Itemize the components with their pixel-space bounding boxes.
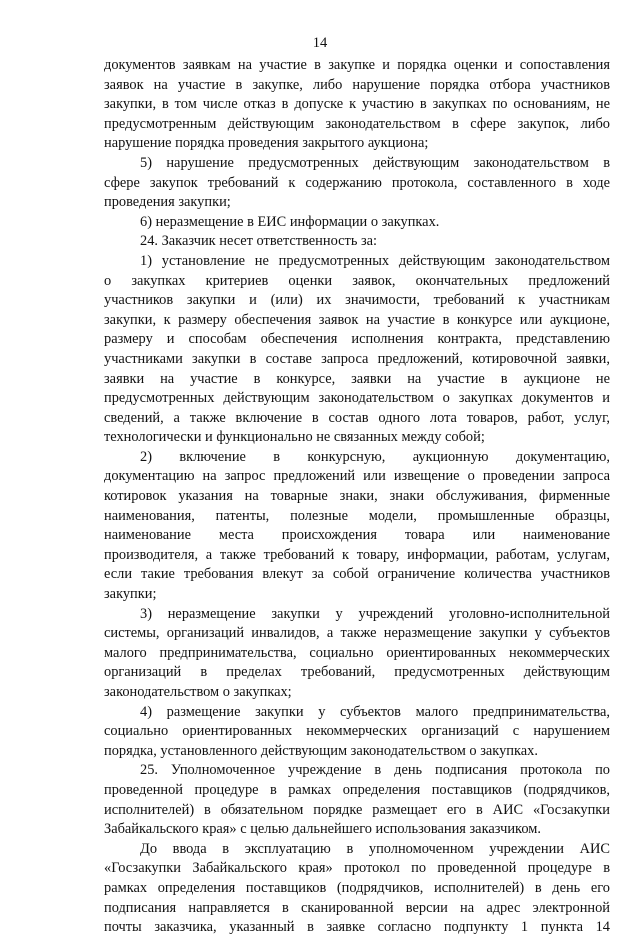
text-line: 25. Уполномоченное учреждение в день подписания протокола по: [140, 762, 610, 779]
text-line: 6) неразмещение в ЕИС информации о закупках.: [140, 213, 440, 230]
text-line: производителя, а также требований к товару, информации, работам, услугам,: [104, 546, 610, 563]
text-line: Забайкальского края» с целью дальнейшего использования заказчиком.: [104, 821, 541, 838]
text-line: организаций в пределах требований, предусмотренных действующим: [104, 664, 610, 681]
text-line: 4) размещение закупки у субъектов малого предпринимательства,: [140, 703, 610, 720]
text-line: если такие требования влекут за собой ограничение количества участников: [104, 566, 610, 583]
text-line: наименование места происхождения товара или наименование: [104, 527, 610, 544]
document-body: [104, 56, 610, 938]
text-line: порядка, установленного действующим законодательством о закупках.: [104, 742, 538, 759]
text-line: предусмотренным действующим законодательством в сфере закупок, либо: [104, 115, 610, 132]
text-line: размеру и способам обеспечения исполнения контракта, представлению: [104, 331, 610, 348]
text-line: нарушение порядка проведения закрытого аукциона;: [104, 135, 429, 152]
text-line: малого предпринимательства, социально ориентированных некоммерческих: [104, 644, 610, 661]
text-line: заявок на участие в закупке, либо нарушение порядка отбора участников: [104, 76, 610, 93]
text-line: 5) нарушение предусмотренных действующим законодательством в: [140, 154, 610, 171]
text-line: 3) неразмещение закупки у учреждений уголовно-исполнительной: [140, 605, 610, 622]
text-line: подписания направляется в сканированной версии на адрес электронной: [104, 899, 610, 916]
text-line: системы, организаций инвалидов, а также неразмещение закупки у субъектов: [104, 625, 610, 642]
text-line: закупки;: [104, 586, 157, 603]
text-line: участниками закупки в составе запроса предложений, котировочной заявки,: [104, 350, 610, 367]
text-line: «Госзакупки Забайкальского края» протокол по проведенной процедуре в: [104, 860, 610, 877]
text-line: социально ориентированных некоммерческих организаций с нарушением: [104, 723, 610, 740]
text-line: наименования, патенты, полезные модели, промышленные образцы,: [104, 507, 610, 524]
text-line: 24. Заказчик несет ответственность за:: [140, 233, 378, 250]
text-line: проведенной процедуре в рамках определения поставщиков (подрядчиков,: [104, 781, 610, 798]
text-line: документов заявкам на участие в закупке и порядка оценки и сопоставления: [104, 57, 610, 73]
text-line: сведений, а также включение в состав одного лота товаров, работ, услуг,: [104, 409, 610, 426]
text-line: проведения закупки;: [104, 194, 231, 211]
text-line: 2) включение в конкурсную, аукционную документацию,: [140, 448, 610, 465]
text-line: о закупках критериев оценки заявок, окончательных предложений: [104, 272, 610, 289]
text-line: закупки, к размеру обеспечения заявок на участие в конкурсе или аукционе,: [104, 311, 610, 328]
text-line: 1) установление не предусмотренных действующим законодательством: [140, 252, 610, 269]
page-number: 14: [312, 35, 328, 51]
text-line: исполнителей) в обязательном порядке размещает его в АИС «Госзакупки: [104, 801, 610, 818]
text-line: рамках определения поставщиков (подрядчиков, исполнителей) в день его: [104, 879, 610, 896]
text-line: предусмотренных действующим законодательством о закупках документов и: [104, 390, 610, 407]
text-line: участников закупки и (или) их значимости, требований к участникам: [104, 292, 610, 309]
text-line: документацию на запрос предложений или извещение о проведении запроса: [104, 468, 610, 485]
text-line: заявки на участие в конкурсе, заявки на участие в аукционе не: [104, 370, 610, 387]
text-line: котировок указания на товарные знаки, знаки обслуживания, фирменные: [104, 488, 610, 505]
text-line: До ввода в эксплуатацию в уполномоченном учреждении АИС: [140, 840, 610, 857]
text-line: закупки, в том числе отказ в допуске к участию в закупках по основаниям, не: [104, 96, 610, 113]
text-line: почты заказчика, указанный в заявке согласно подпункту 1 пункта 14: [104, 919, 610, 936]
text-line: законодательством о закупках;: [104, 684, 292, 700]
text-line: сфере закупок требований к содержанию протокола, составленного в ходе: [104, 174, 610, 191]
text-line: технологически и функционально не связанных между собой;: [104, 429, 485, 446]
